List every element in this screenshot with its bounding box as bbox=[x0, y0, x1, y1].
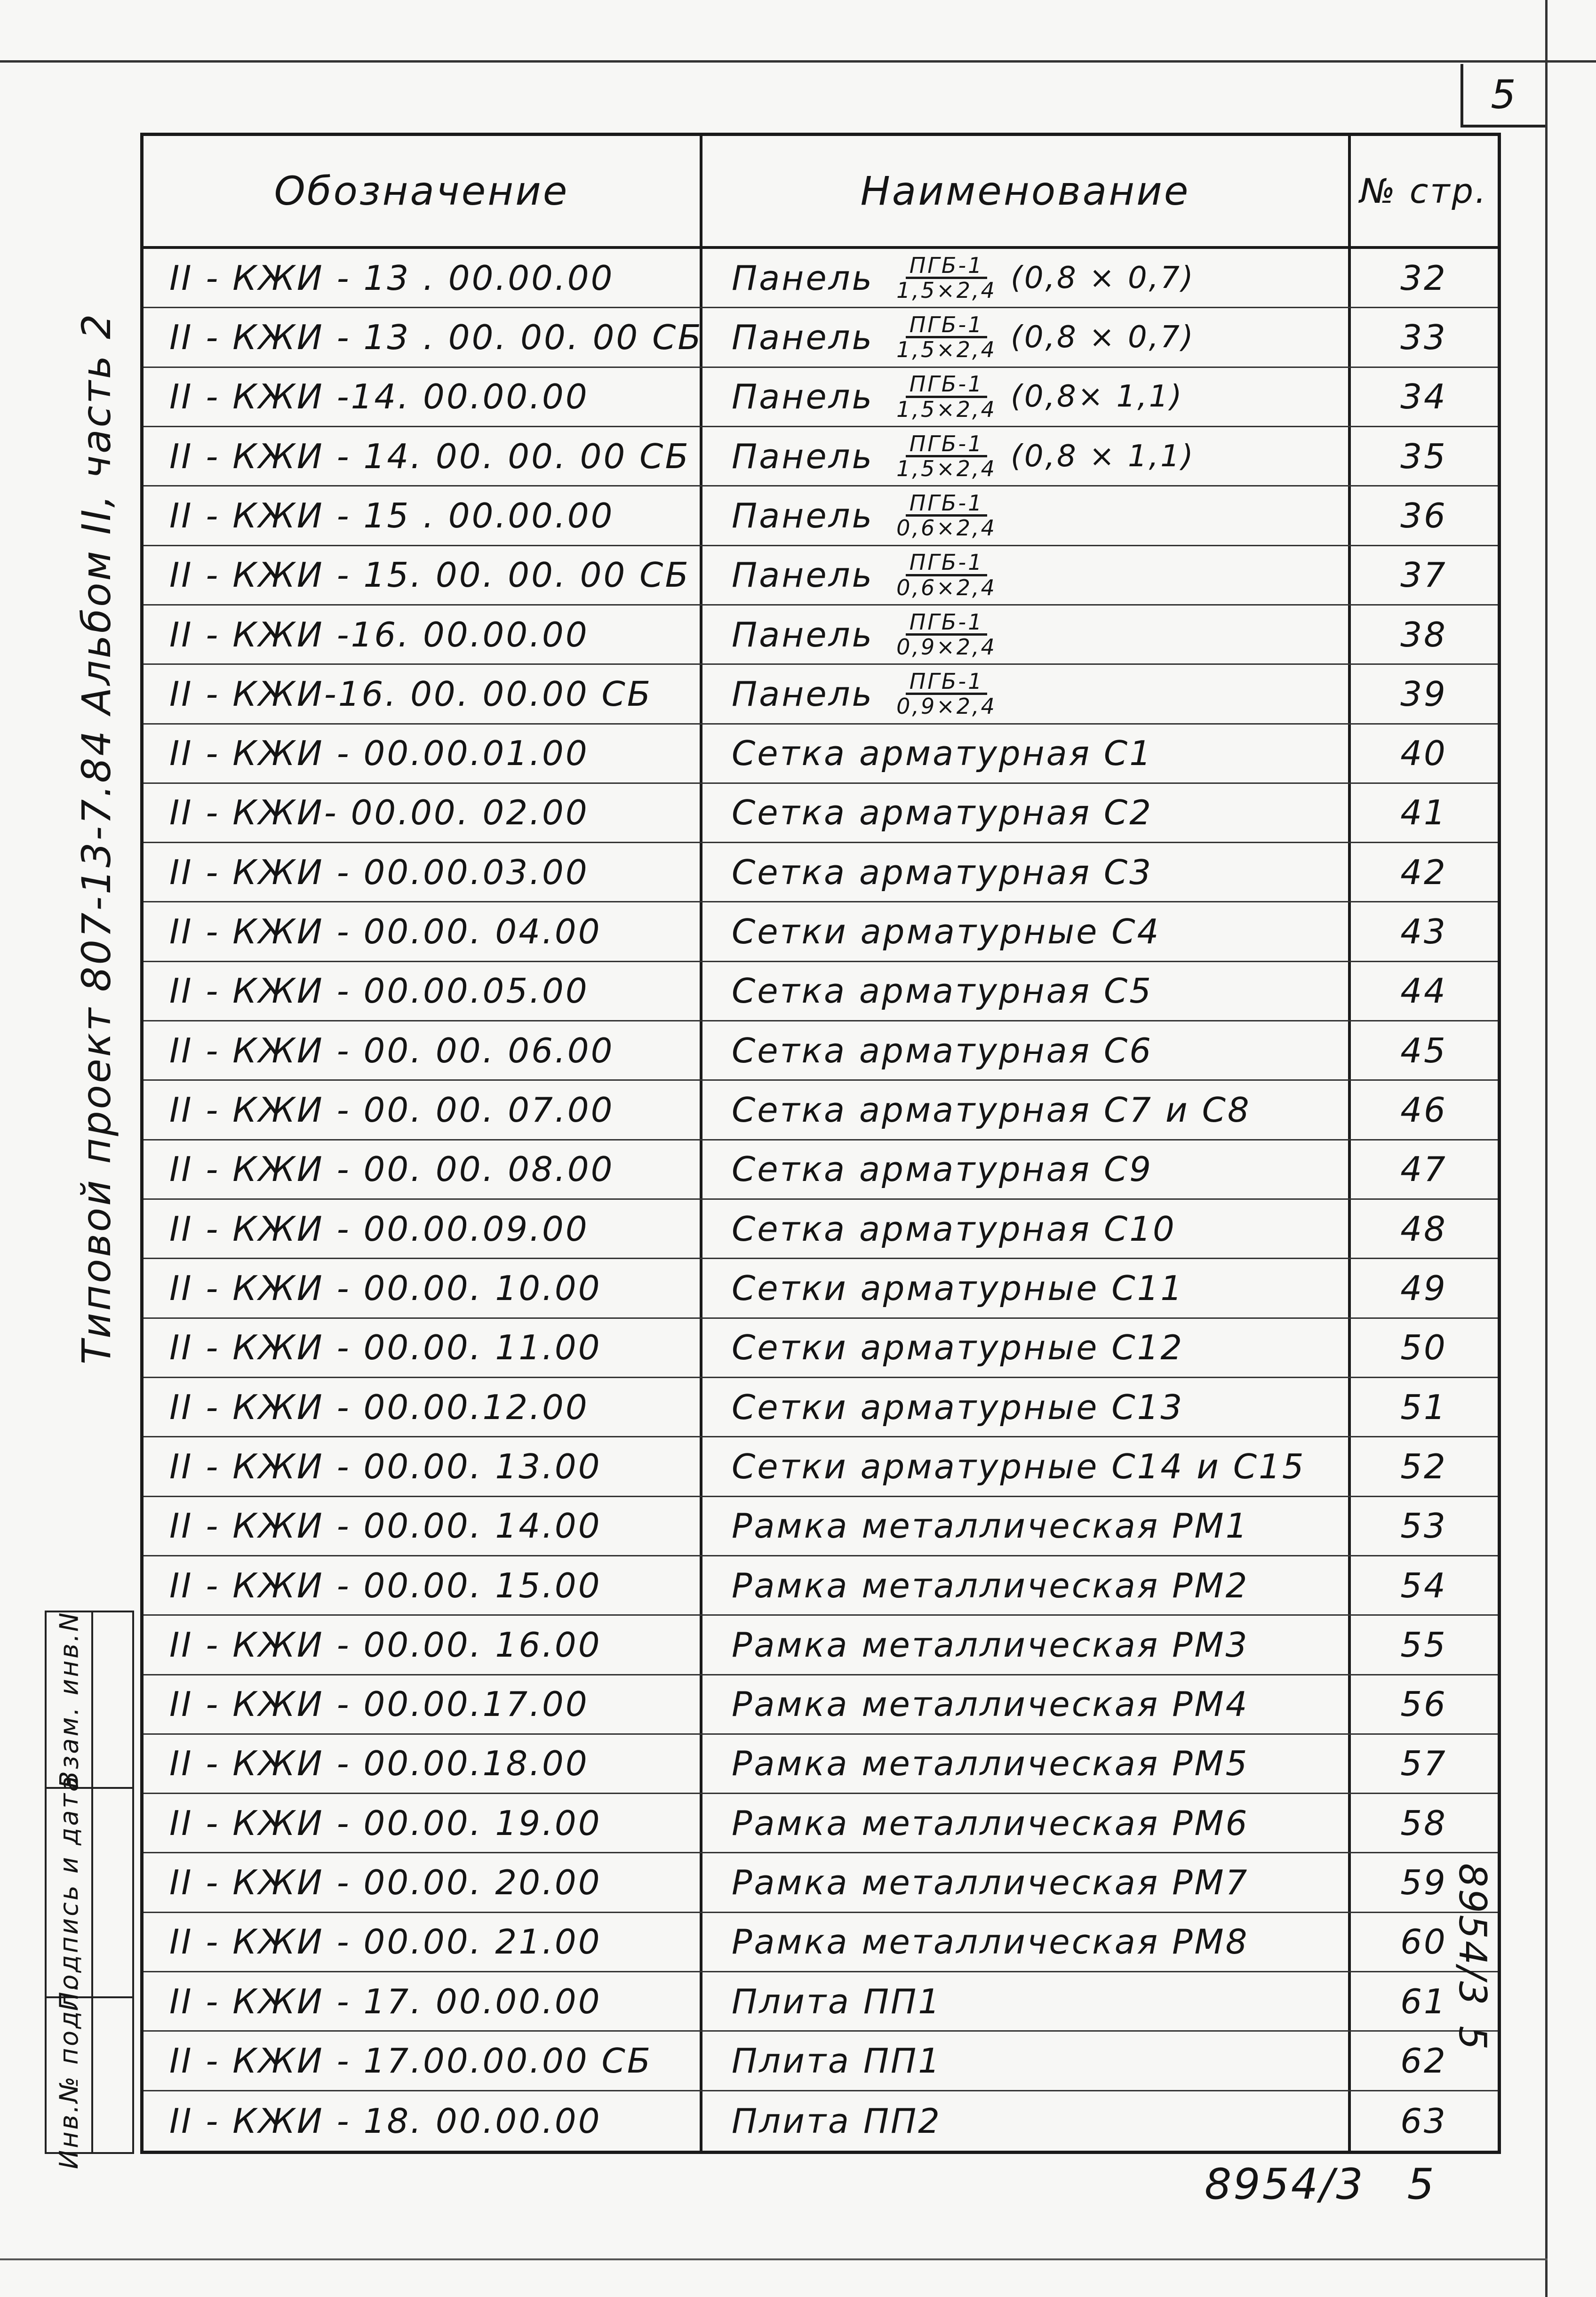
row-designation: II - КЖИ - 13 . 00. 00. 00 СБ bbox=[169, 317, 703, 357]
row-name-cell bbox=[732, 843, 1343, 901]
row-name-cell bbox=[732, 1141, 1343, 1198]
row-page-number: 38 bbox=[1400, 614, 1447, 654]
row-name: Рамка металлическая РМ3 bbox=[732, 1625, 1249, 1665]
contents-table bbox=[140, 133, 1501, 2154]
row-designation: II - КЖИ - 00.00.01.00 bbox=[169, 734, 589, 774]
panel-size: 0,9×2,4 bbox=[896, 634, 997, 660]
row-name-cell bbox=[732, 368, 1343, 426]
stamp-label: Инв.№ подл. bbox=[54, 1981, 84, 2169]
table-row bbox=[144, 1141, 1498, 1200]
row-name-cell bbox=[732, 784, 1343, 842]
row-designation: II - КЖИ - 00.00. 11.00 bbox=[169, 1328, 602, 1368]
stamp-label: Взам. инв.N bbox=[54, 1611, 84, 1789]
row-designation: II - КЖИ - 00.00. 19.00 bbox=[169, 1803, 602, 1843]
row-name: Сетки арматурные С13 bbox=[732, 1387, 1184, 1427]
panel-mark: ПГБ-1 bbox=[906, 492, 988, 517]
row-name: Рамка металлическая РМ7 bbox=[732, 1863, 1249, 1903]
row-name: Панель bbox=[732, 614, 874, 654]
row-page-number: 48 bbox=[1400, 1209, 1447, 1249]
row-page-number: 40 bbox=[1400, 734, 1447, 774]
row-designation: II - КЖИ - 00.00. 14.00 bbox=[169, 1506, 602, 1546]
row-page-number: 35 bbox=[1400, 436, 1447, 476]
row-name: Сетки арматурные С4 bbox=[732, 912, 1161, 952]
row-designation: II - КЖИ - 13 . 00.00.00 bbox=[169, 258, 614, 298]
table-row bbox=[144, 725, 1498, 784]
row-page-number: 41 bbox=[1400, 793, 1447, 833]
table-row bbox=[144, 1735, 1498, 1794]
table-row bbox=[144, 1021, 1498, 1081]
row-name-cell bbox=[732, 1853, 1343, 1911]
row-page-number: 50 bbox=[1400, 1328, 1447, 1368]
row-name-cell bbox=[732, 1021, 1343, 1079]
table-row bbox=[144, 546, 1498, 606]
left-margin-title-text: Типовой проект 807-13-7.84 Альбом II, часть 2 bbox=[73, 312, 120, 1364]
row-name-cell bbox=[732, 1616, 1343, 1674]
row-name-cell bbox=[732, 546, 1343, 604]
panel-mark-fraction bbox=[893, 254, 1000, 302]
panel-mark: ПГБ-1 bbox=[906, 373, 988, 398]
sheet-number: 5 bbox=[1491, 71, 1518, 118]
row-name-cell bbox=[732, 1437, 1343, 1495]
table-row bbox=[144, 1972, 1498, 2032]
row-page-number: 36 bbox=[1400, 495, 1447, 535]
stamp-cell-signature-date bbox=[47, 1774, 132, 2011]
row-name-cell bbox=[732, 665, 1343, 723]
table-row bbox=[144, 1675, 1498, 1735]
row-page-number: 33 bbox=[1400, 317, 1447, 357]
row-name-cell bbox=[732, 1913, 1343, 1971]
stamp-cell-original-inv bbox=[47, 1981, 132, 2169]
table-row bbox=[144, 1319, 1498, 1378]
row-designation: II - КЖИ - 00.00. 21.00 bbox=[169, 1922, 602, 1962]
row-name: Рамка металлическая РМ4 bbox=[732, 1684, 1249, 1724]
panel-mark: ПГБ-1 bbox=[906, 551, 988, 576]
table-row bbox=[144, 665, 1498, 724]
table-row bbox=[144, 2091, 1498, 2151]
row-designation: II - КЖИ - 00.00. 15.00 bbox=[169, 1565, 602, 1605]
row-designation: II - КЖИ - 00.00.05.00 bbox=[169, 971, 589, 1011]
panel-size: 0,6×2,4 bbox=[896, 574, 997, 600]
row-page-number: 63 bbox=[1400, 2101, 1447, 2141]
row-page-number: 59 bbox=[1400, 1863, 1447, 1903]
panel-size: 0,6×2,4 bbox=[896, 515, 997, 541]
row-page-number: 51 bbox=[1400, 1387, 1447, 1427]
row-designation: II - КЖИ -16. 00.00.00 bbox=[169, 614, 589, 654]
table-row bbox=[144, 2032, 1498, 2091]
page-border-top bbox=[0, 60, 1596, 63]
row-name-cell bbox=[732, 1200, 1343, 1258]
table-row bbox=[144, 308, 1498, 367]
panel-size: 1,5×2,4 bbox=[896, 396, 997, 422]
archive-number: 8954/3 bbox=[1205, 2160, 1365, 2209]
header-page: № стр. bbox=[1360, 171, 1488, 211]
row-designation: II - КЖИ - 00.00. 04.00 bbox=[169, 912, 602, 952]
panel-mark-fraction bbox=[893, 611, 1000, 659]
header-name: Наименование bbox=[860, 168, 1190, 214]
row-designation: II - КЖИ - 00. 00. 07.00 bbox=[169, 1090, 614, 1130]
row-designation: II - КЖИ - 00.00.03.00 bbox=[169, 852, 589, 892]
row-name: Сетка арматурная С3 bbox=[732, 852, 1153, 892]
archive-stamp bbox=[1205, 2160, 1436, 2209]
table-row bbox=[144, 427, 1498, 487]
row-name-cell bbox=[732, 308, 1343, 366]
row-name-cell bbox=[732, 1972, 1343, 2030]
row-designation: II - КЖИ - 00.00. 20.00 bbox=[169, 1863, 602, 1903]
table-row bbox=[144, 843, 1498, 902]
panel-mark-fraction bbox=[893, 373, 1000, 421]
panel-mark: ПГБ-1 bbox=[906, 611, 988, 636]
row-name-cell bbox=[732, 2091, 1343, 2151]
row-page-number: 53 bbox=[1400, 1506, 1447, 1546]
panel-mark-fraction bbox=[893, 670, 1000, 718]
row-name: Сетка арматурная С5 bbox=[732, 971, 1153, 1011]
panel-size: 1,5×2,4 bbox=[896, 456, 997, 482]
panel-mark: ПГБ-1 bbox=[906, 313, 988, 338]
row-name: Сетка арматурная С10 bbox=[732, 1209, 1176, 1249]
row-designation: II - КЖИ - 00. 00. 06.00 bbox=[169, 1030, 614, 1070]
row-page-number: 62 bbox=[1400, 2041, 1447, 2081]
panel-size: 1,5×2,4 bbox=[896, 278, 997, 303]
page-border-bottom bbox=[0, 2258, 1548, 2260]
row-page-number: 45 bbox=[1400, 1030, 1447, 1070]
row-name: Панель bbox=[732, 377, 874, 417]
row-name-cell bbox=[732, 249, 1343, 307]
stamp-label: Подпись и дата bbox=[54, 1774, 84, 2011]
row-page-number: 61 bbox=[1400, 1981, 1447, 2021]
row-name-cell bbox=[732, 1319, 1343, 1377]
panel-size: 0,9×2,4 bbox=[896, 694, 997, 719]
row-name-cell bbox=[732, 487, 1343, 544]
row-name-cell bbox=[732, 1081, 1343, 1139]
panel-mark: ПГБ-1 bbox=[906, 254, 988, 279]
row-name: Плита ПП1 bbox=[732, 1981, 942, 2021]
archive-page: 5 bbox=[1407, 2160, 1436, 2209]
row-page-number: 39 bbox=[1400, 674, 1447, 714]
panel-mark-fraction bbox=[893, 551, 1000, 599]
row-designation: II - КЖИ - 17. 00.00.00 bbox=[169, 1981, 602, 2021]
row-name: Панель bbox=[732, 495, 874, 535]
row-name-cell bbox=[732, 1378, 1343, 1436]
row-name: Сетка арматурная С9 bbox=[732, 1149, 1153, 1189]
row-name: Рамка металлическая РМ5 bbox=[732, 1744, 1249, 1784]
approval-stamp bbox=[45, 1611, 134, 2169]
row-page-number: 58 bbox=[1400, 1803, 1447, 1843]
stamp-cell-replaced-inv bbox=[47, 1612, 132, 1789]
row-name-cell bbox=[732, 725, 1343, 782]
row-page-number: 37 bbox=[1400, 555, 1447, 595]
table-row bbox=[144, 1378, 1498, 1437]
panel-mark-fraction bbox=[893, 432, 1000, 480]
row-page-number: 49 bbox=[1400, 1268, 1447, 1308]
row-designation: II - КЖИ - 00.00.17.00 bbox=[169, 1684, 589, 1724]
row-designation: II - КЖИ - 00.00.12.00 bbox=[169, 1387, 589, 1427]
row-page-number: 47 bbox=[1400, 1149, 1447, 1189]
table-row bbox=[144, 784, 1498, 843]
row-page-number: 34 bbox=[1400, 377, 1447, 417]
row-page-number: 55 bbox=[1400, 1625, 1447, 1665]
row-name-cell bbox=[732, 962, 1343, 1020]
row-name-cell bbox=[732, 2032, 1343, 2090]
row-name: Сетки арматурные С12 bbox=[732, 1328, 1184, 1368]
side-archive-page: 5 bbox=[1451, 2026, 1495, 2052]
table-row bbox=[144, 487, 1498, 546]
row-name-cell bbox=[732, 1556, 1343, 1614]
row-designation: II - КЖИ - 00. 00. 08.00 bbox=[169, 1149, 614, 1189]
header-designation: Обозначение bbox=[274, 168, 569, 214]
row-designation: II - КЖИ - 00.00.09.00 bbox=[169, 1209, 589, 1249]
row-name-cell bbox=[732, 902, 1343, 960]
row-name: Рамка металлическая РМ1 bbox=[732, 1506, 1249, 1546]
table-row bbox=[144, 962, 1498, 1021]
row-designation: II - КЖИ-16. 00. 00.00 СБ bbox=[169, 674, 653, 714]
row-designation: II - КЖИ - 00.00. 16.00 bbox=[169, 1625, 602, 1665]
page-border-right bbox=[1545, 0, 1548, 2297]
row-page-number: 42 bbox=[1400, 852, 1447, 892]
row-name: Сетка арматурная С2 bbox=[732, 793, 1153, 833]
row-designation: II - КЖИ - 00.00.18.00 bbox=[169, 1744, 589, 1784]
row-name-cell bbox=[732, 427, 1343, 485]
row-name-cell bbox=[732, 606, 1343, 663]
table-row bbox=[144, 1497, 1498, 1556]
row-name: Сетка арматурная С1 bbox=[732, 734, 1153, 774]
row-designation: II - КЖИ - 17.00.00.00 СБ bbox=[169, 2041, 653, 2081]
row-name: Рамка металлическая РМ8 bbox=[732, 1922, 1249, 1962]
row-designation: II - КЖИ -14. 00.00.00 bbox=[169, 377, 589, 417]
row-name: Плита ПП2 bbox=[732, 2101, 942, 2141]
left-margin-title bbox=[71, 235, 122, 1364]
table-row bbox=[144, 606, 1498, 665]
row-designation: II - КЖИ - 00.00. 10.00 bbox=[169, 1268, 602, 1308]
row-designation: II - КЖИ - 14. 00. 00. 00 СБ bbox=[169, 436, 690, 476]
row-name-cell bbox=[732, 1497, 1343, 1555]
table-row bbox=[144, 1437, 1498, 1497]
row-page-number: 54 bbox=[1400, 1565, 1447, 1605]
panel-dimensions: (0,8× 1,1) bbox=[1010, 379, 1184, 415]
sheet-number-box bbox=[1460, 64, 1545, 128]
row-name: Сетка арматурная С6 bbox=[732, 1030, 1153, 1070]
side-archive-stamp bbox=[1449, 1863, 1496, 2052]
panel-mark-fraction bbox=[893, 492, 1000, 540]
panel-dimensions: (0,8 × 0,7) bbox=[1010, 260, 1195, 295]
panel-dimensions: (0,8 × 0,7) bbox=[1010, 319, 1195, 355]
table-header bbox=[144, 136, 1498, 249]
table-row bbox=[144, 249, 1498, 308]
row-name: Панель bbox=[732, 436, 874, 476]
row-page-number: 44 bbox=[1400, 971, 1447, 1011]
row-name-cell bbox=[732, 1794, 1343, 1852]
table-row bbox=[144, 1794, 1498, 1853]
row-name-cell bbox=[732, 1675, 1343, 1733]
row-name: Панель bbox=[732, 317, 874, 357]
row-name: Панель bbox=[732, 674, 874, 714]
table-row bbox=[144, 1913, 1498, 1972]
row-designation: II - КЖИ - 00.00. 13.00 bbox=[169, 1446, 602, 1486]
row-name-cell bbox=[732, 1259, 1343, 1317]
row-name: Сетки арматурные С11 bbox=[732, 1268, 1184, 1308]
table-row bbox=[144, 1081, 1498, 1140]
row-designation: II - КЖИ- 00.00. 02.00 bbox=[169, 793, 589, 833]
row-page-number: 56 bbox=[1400, 1684, 1447, 1724]
row-name: Сетки арматурные С14 и С15 bbox=[732, 1446, 1306, 1486]
row-page-number: 43 bbox=[1400, 912, 1447, 952]
panel-size: 1,5×2,4 bbox=[896, 337, 997, 363]
row-name: Плита ПП1 bbox=[732, 2041, 942, 2081]
table-row bbox=[144, 368, 1498, 427]
table-row bbox=[144, 1556, 1498, 1616]
table-row bbox=[144, 1200, 1498, 1259]
panel-dimensions: (0,8 × 1,1) bbox=[1010, 439, 1195, 474]
row-designation: II - КЖИ - 15. 00. 00. 00 СБ bbox=[169, 555, 690, 595]
row-name: Панель bbox=[732, 555, 874, 595]
row-name-cell bbox=[732, 1735, 1343, 1793]
row-name: Рамка металлическая РМ6 bbox=[732, 1803, 1249, 1843]
side-archive-number: 8954/3 bbox=[1451, 1863, 1495, 2007]
row-page-number: 32 bbox=[1400, 258, 1447, 298]
table-row bbox=[144, 1259, 1498, 1318]
row-page-number: 57 bbox=[1400, 1744, 1447, 1784]
table-row bbox=[144, 1853, 1498, 1913]
row-page-number: 46 bbox=[1400, 1090, 1447, 1130]
row-designation: II - КЖИ - 15 . 00.00.00 bbox=[169, 495, 614, 535]
row-name: Рамка металлическая РМ2 bbox=[732, 1565, 1249, 1605]
panel-mark: ПГБ-1 bbox=[906, 432, 988, 457]
panel-mark-fraction bbox=[893, 313, 1000, 361]
row-page-number: 60 bbox=[1400, 1922, 1447, 1962]
row-designation: II - КЖИ - 18. 00.00.00 bbox=[169, 2101, 602, 2141]
row-name: Сетка арматурная С7 и С8 bbox=[732, 1090, 1251, 1130]
panel-mark: ПГБ-1 bbox=[906, 670, 988, 695]
row-name: Панель bbox=[732, 258, 874, 298]
table-row bbox=[144, 1616, 1498, 1675]
table-row bbox=[144, 902, 1498, 962]
row-page-number: 52 bbox=[1400, 1446, 1447, 1486]
